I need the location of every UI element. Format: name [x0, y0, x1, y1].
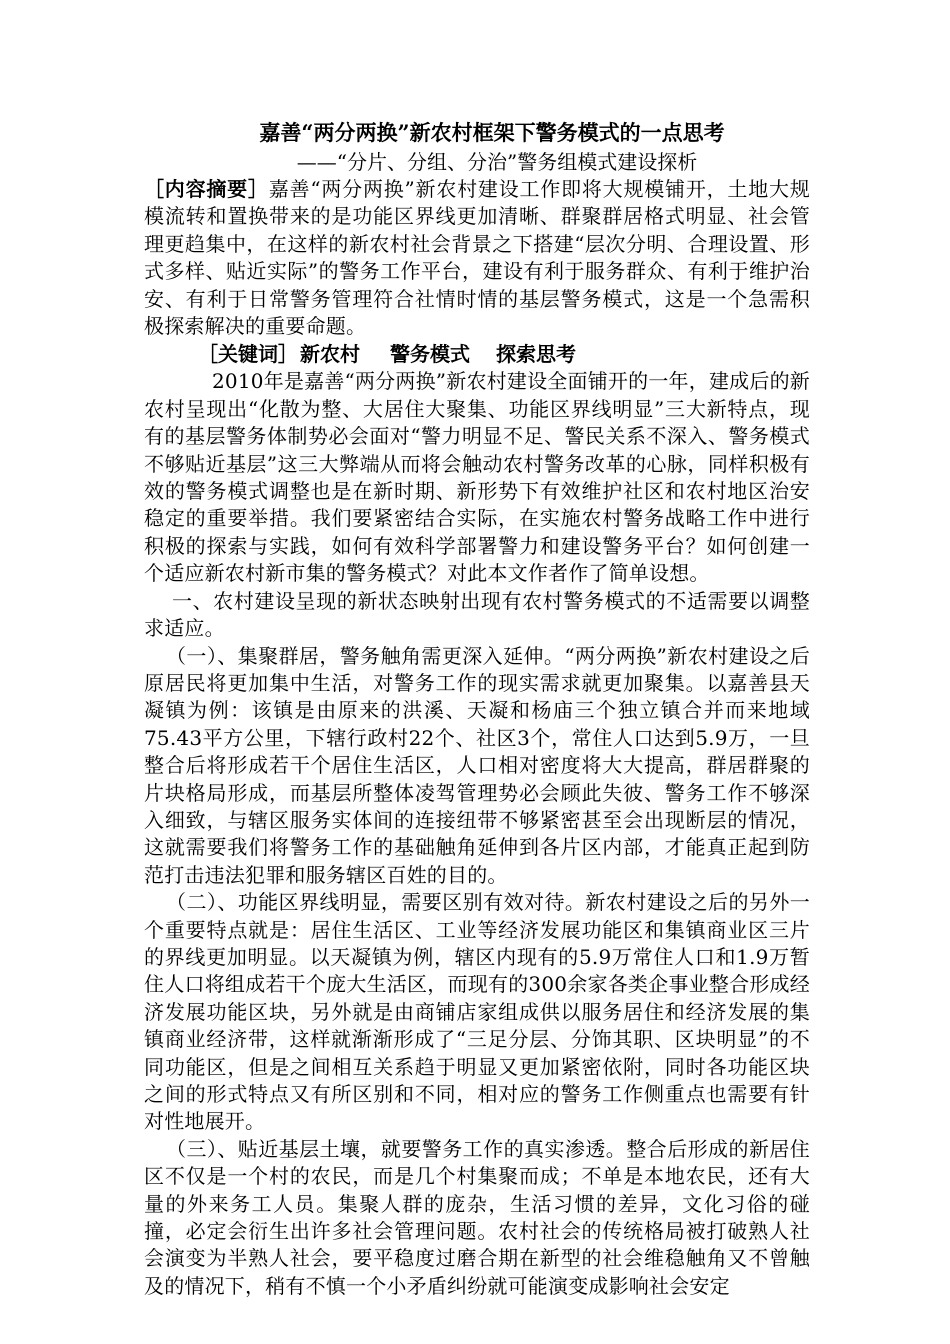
- document-title: 嘉善“两分两换”新农村框架下警务模式的一点思考: [259, 120, 725, 145]
- keywords-line: [198, 340, 810, 368]
- keyword-item: 探索思考: [496, 342, 576, 367]
- section-heading-1: 一、农村建设呈现的新状态映射出现有农村警务模式的不适需要以调整求适应。: [144, 588, 810, 641]
- body-paragraph-3: （三）、贴近基层土壤，就要警务工作的真实渗透。整合后形成的新居住区不仅是一个村的农民，而是几个村集聚而成；不单是本地农民，还有大量的外来务工人员。集聚人群的庞杂，生活习惯的差异，文化习俗的碰撞，必定会衍生出许多社会管理问题。农村社会的传统格局被打破熟人社会演变为半熟人社会，要平稳度过磨合期在新型的社会维稳触角又不曾触及的情况下，稍有不慎一个小矛盾纠纷就可能演变成影响社会安定: [144, 1136, 810, 1298]
- keyword-item: 警务模式: [390, 342, 470, 367]
- abstract-label: ［内容摘要］: [144, 177, 269, 201]
- document-subtitle: ——“分片、分组、分治”警务组模式建设探析: [296, 150, 698, 174]
- abstract-text: 嘉善“两分两换”新农村建设工作即将大规模铺开，土地大规模流转和置换带来的是功能区界线更加清晰、群聚群居格式明显、社会管理更趋集中，在这样的新农村社会背景之下搭建“层次分明、合理设置、形式多样、贴近实际”的警务工作平台，建设有利于服务群众、有利于维护治安、有利于日常警务管理符合社情时情的基层警务模式，这是一个急需积极探索解决的重要命题。: [144, 177, 811, 339]
- body-paragraph-intro: 2010年是嘉善“两分两换”新农村建设全面铺开的一年，建成后的新农村呈现出“化散为整、大居住大聚集、功能区界线明显”三大新特点，现有的基层警务体制势必会面对“警力明显不足、警民关系不深入、警务模式不够贴近基层”这三大弊端从而将会触动农村警务改革的心脉，同样积极有效的警务模式调整也是在新时期、新形势下有效维护社区和农村地区治安稳定的重要举措。我们要紧密结合实际，在实施农村警务战略工作中进行积极的探索与实践，如何有效科学部署警力和建设警务平台？如何创建一个适应新农村新市集的警务模式？对此本文作者作了简单设想。: [144, 369, 810, 586]
- body-paragraph-1: （一）、集聚群居，警务触角需更深入延伸。“两分两换”新农村建设之后原居民将更加集中生活，对警务工作的现实需求就更加聚集。以嘉善县天凝镇为例：该镇是由原来的洪溪、天凝和杨庙三个独立镇合并而来地域75.43平方公里，下辖行政村22个、社区3个，常住人口达到5.9万，一旦整合后将形成若干个居住生活区，人口相对密度将大大提高，群居群聚的片块格局形成，而基层所整体凌驾管理势必会顾此失彼、警务工作不够深入细致，与辖区服务实体间的连接纽带不够紧密甚至会出现断层的情况，这就需要我们将警务工作的基础触角延伸到各片区内部，才能真正起到防范打击违法犯罪和服务辖区百姓的目的。: [144, 643, 810, 887]
- body-paragraph-2: （二）、功能区界线明显，需要区别有效对待。新农村建设之后的另外一个重要特点就是：居住生活区、工业等经济发展功能区和集镇商业区三片的界线更加明显。以天凝镇为例，辖区内现有的5.9万常住人口和1.9万暂住人口将组成若干个庞大生活区，而现有的300余家各类企事业整合形成经济发展功能区块，另外就是由商铺店家组成供以服务居住和经济发展的集镇商业经济带，这样就渐渐形成了“三足分层、分饰其职、区块明显”的不同功能区，但是之间相互关系趋于明显又更加紧密依附，同时各功能区块之间的形式特点又有所区别和不同，相对应的警务工作侧重点也需要有针对性地展开。: [144, 890, 810, 1134]
- document-page: [144, 118, 810, 1300]
- keywords-label: ［关键词］: [198, 342, 298, 367]
- abstract-paragraph: [144, 176, 810, 340]
- keyword-item: 新农村: [300, 342, 360, 367]
